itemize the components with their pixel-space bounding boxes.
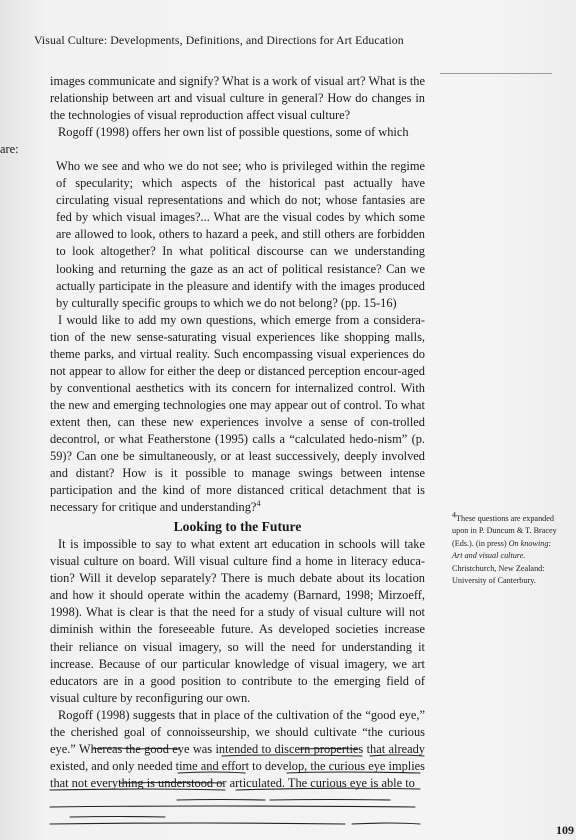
strike-not-everything — [70, 817, 165, 818]
side-footnote — [452, 510, 557, 587]
paragraph-3 — [50, 312, 425, 517]
strike-develop — [270, 800, 390, 801]
paragraph-5: Rogoff (1998) suggests that in place of the cultivation of the “good eye,” the cherished goal of connoisseurship, we should cultivate “the curious eye.” Whereas the good eye was intended to discern properties that already existed, and only needed time and effort to develop, the curious eye implies that not everything is understood or articulated. The curious eye is able to — [50, 707, 425, 790]
footnote-reference: 4 — [256, 499, 261, 509]
paragraph-2-continued: are: — [0, 142, 19, 157]
footnote-text-after: Christchurch, New Zealand: University of Canterbury. — [452, 563, 545, 586]
page-number: 109 — [556, 823, 574, 837]
paragraph-4: It is impossible to say to what extent art education in schools will take visual culture on board. Will visual culture find a home in literacy educa-tion? Will it develop separately? There is much debate about its location and how it should operate within the academy (Barnard, 1998; Mirzoeff, 1998). What is clear is that the need for a study of visual culture will not diminish within the foreseeable future. As developed societies increase their reliance on visual imagery, so will the need for understanding it increase. Because of our particular knowledge of visual imagery, we art educators are in a good position to contribute to the emerging field of visual culture by reconfiguring our own. — [50, 537, 425, 705]
body-text — [0, 73, 425, 792]
section-heading: Looking to the Future — [173, 519, 302, 535]
margin-rule — [440, 73, 552, 74]
strike-time-effort — [177, 800, 265, 801]
footnote-text-before: These questions are expanded upon in P. Duncum & T. Bracey (Eds.). (in press) — [452, 514, 557, 548]
block-quote: Who we see and who we do not see; who is privileged within the regime of specularity; which aspects of the historical past actually have circulating visual representations and which do not; whose fantasies are fed by which visual images?... What are the visual codes by which some are allowed to look, others to hazard a peek, and still others are forbidden to look altogether? In what political discourse can we understanding looking and returning the gaze as an act of political resistance? Can we actually participate in the pleasure and identify with the images produced by culturally specific groups to which we do not belong? (pp. 15-16) — [56, 159, 425, 310]
underline-not-everything — [50, 823, 345, 824]
paragraph-1: images communicate and signify? What is a work of visual art? What is the relationship between art and visual culture in general? How do changes in the technologies of visual reproduction affect visual culture? — [50, 74, 425, 123]
footnote-title: On knowing: Art and visual culture. — [452, 538, 552, 561]
paragraph-2: Rogoff (1998) offers her own list of possible questions, some of which — [58, 125, 409, 140]
running-header: Visual Culture: Developments, Definitions, and Directions for Art Education — [34, 33, 404, 47]
paragraph-3-text: I would like to add my own questions, which emerge from a considera-tion of the new sense-saturating visual experiences like shopping malls, theme parks, and virtual reality. Such encompassing visual experiences do not appear to allow for either the deep or distanced perception encour-aged by conventional aesthetics with its concern for internalized control. With the new and emerging technologies one may appear out of control. To what extent then, can these new experiences involve a sense of con-trolled decontrol, or what Featherstone (1995) calls a “calculated hedo-nism” (p. 59)? Can one be simultaneously, or at least successively, deeply involved and distant? How is it possible to manage swings between intense participation and the kind of more distanced critical detachment that is necessary for critique and understanding? — [50, 312, 425, 515]
underline-curious-eye — [352, 823, 420, 824]
footnote-number: 4 — [452, 510, 456, 520]
underline-existed — [50, 806, 415, 807]
